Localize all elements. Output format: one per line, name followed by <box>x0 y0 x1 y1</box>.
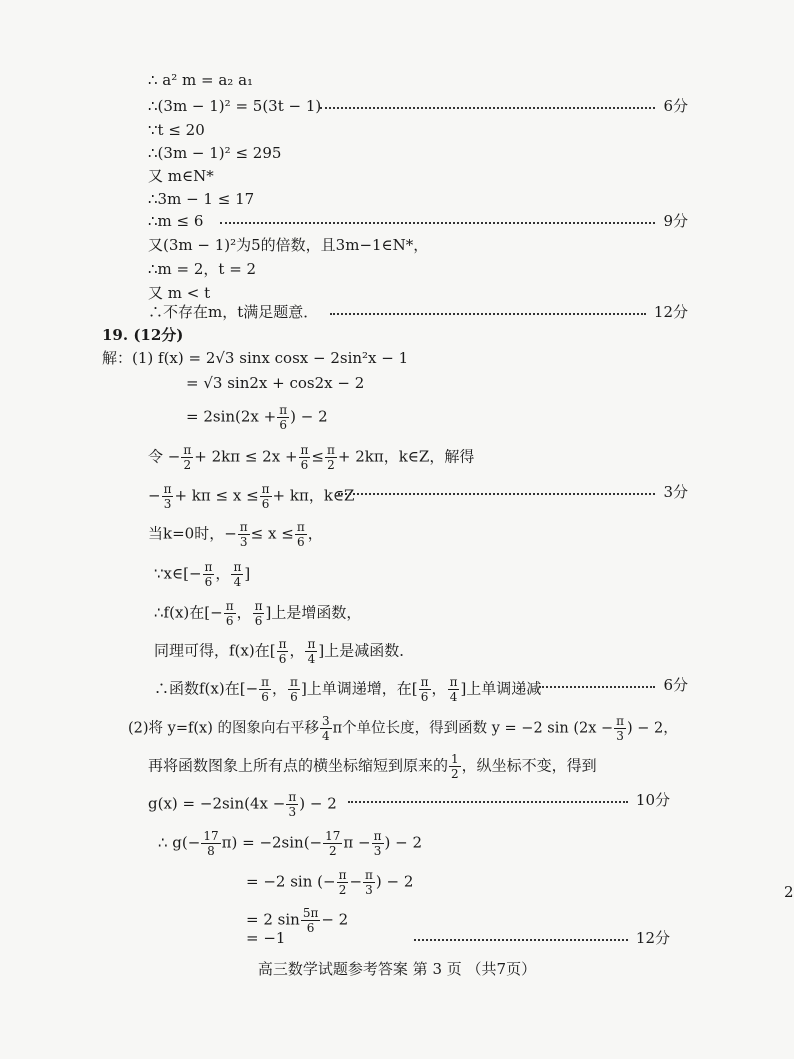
fraction: $\frac{\pi}{3}$ <box>373 829 382 858</box>
solution-line-3: = 2sin(2x + $\frac{\pi}{6}$ ) − 2 <box>186 403 328 432</box>
solution-line-8: ∴f(x)在[− $\frac{\pi}{6}$ ， $\frac{\pi}{6}$ ]上是增函数， <box>154 599 362 628</box>
line-le-295: ∴(3m − 1)² ≤ 295 <box>148 144 282 162</box>
fraction: $\frac{\pi}{4}$ <box>233 560 242 589</box>
line-equation-score6: ∴(3m − 1)² = 5(3t − 1) 6分 <box>148 97 688 115</box>
edge-mark: 2 <box>784 883 794 901</box>
fraction: $\frac{\pi}{6}$ <box>278 637 287 666</box>
leader-line: 3分 <box>338 482 688 502</box>
fraction: $\frac{\pi}{4}$ <box>307 637 316 666</box>
line-le-17: ∴3m − 1 ≤ 17 <box>148 190 255 208</box>
fraction: $\frac{\pi}{2}$ <box>326 443 335 472</box>
fraction: $\frac{\pi}{4}$ <box>449 675 458 704</box>
page-footer: 高三数学试题参考答案 第 3 页 （共7页） <box>257 960 537 978</box>
part2-line-7: = −1 12分 <box>246 929 670 947</box>
fraction: $\frac{\pi}{3}$ <box>163 482 172 511</box>
leader-line: 12分 <box>414 928 670 948</box>
fraction: $\frac{\pi}{6}$ <box>261 482 270 511</box>
line-m-in-n: 又 m∈N* <box>148 167 214 185</box>
solution-line-7: ∵x∈[− $\frac{\pi}{6}$ ， $\frac{\pi}{4}$ ] <box>154 560 251 589</box>
leader-line: 12分 <box>330 302 688 322</box>
line-multiple-of-5: 又(3m − 1)²为5的倍数，且3m−1∈N*， <box>148 236 429 254</box>
fraction: $\frac{\pi}{3}$ <box>616 714 625 743</box>
fraction: $\frac{3}{4}$ <box>321 714 330 743</box>
fraction: $\frac{1}{2}$ <box>451 752 459 781</box>
line-t-le-20: ∵t ≤ 20 <box>148 121 205 139</box>
leader-line: 10分 <box>348 790 670 810</box>
fraction: $\frac{5\pi}{6}$ <box>302 906 319 935</box>
fraction: $\frac{\pi}{2}$ <box>183 443 192 472</box>
fraction: $\frac{17}{8}$ <box>203 829 219 858</box>
solution-line-4: 令 − $\frac{\pi}{2}$ + 2kπ ≤ 2x + $\frac{\pi}{6}$ ≤ $\frac{\pi}{2}$ + 2kπ，k∈Z，解得 <box>148 443 475 472</box>
solution-line-1: 解：(1) f(x) = 2√3 sinx cosx − 2sin²x − 1 <box>102 349 409 367</box>
line-conclusion: ∴不存在m，t满足题意． 12分 <box>148 303 688 321</box>
fraction: $\frac{\pi}{6}$ <box>261 675 270 704</box>
solution-line-10: ∴函数f(x)在[− $\frac{\pi}{6}$ ， $\frac{\pi}{6}$ ]上单调递增，在[ $\frac{\pi}{6}$ ， $\frac{\pi}{4}$ ]上单调递减 6分 <box>154 675 688 704</box>
fraction: $\frac{\pi}{6}$ <box>279 403 288 432</box>
line-am-squared: ∴ a² m = a₂ a₁ <box>148 71 254 89</box>
fraction: $\frac{\pi}{6}$ <box>225 599 234 628</box>
fraction: $\frac{\pi}{6}$ <box>204 560 213 589</box>
fraction: $\frac{\pi}{2}$ <box>338 868 347 897</box>
solution-line-9: 同理可得，f(x)在[ $\frac{\pi}{6}$ ， $\frac{\pi}{4}$ ]上是减函数． <box>154 637 415 666</box>
fraction: $\frac{\pi}{3}$ <box>365 868 373 897</box>
part2-line-2: 再将函数图象上所有点的横坐标缩短到原来的 $\frac{1}{2}$ ，纵坐标不变，得到 <box>148 752 597 781</box>
fraction: $\frac{\pi}{6}$ <box>420 675 429 704</box>
leader-line: 6分 <box>320 96 688 116</box>
fraction: $\frac{\pi}{6}$ <box>296 520 305 549</box>
leader-line: 9分 <box>220 211 688 231</box>
part2-line-1: (2)将 y=f(x) 的图象向右平移 $\frac{3}{4}$ π个单位长度，得到函数 y = −2 sin (2x − $\frac{\pi}{3}$ ) − 2， <box>128 714 678 743</box>
solution-line-5: − $\frac{\pi}{3}$ + kπ ≤ x ≤ $\frac{\pi}{6}$ + kπ，k∈Z 3分 <box>148 482 688 511</box>
fraction: $\frac{\pi}{3}$ <box>288 790 297 819</box>
line-m-le-6: ∴m ≤ 6 9分 <box>148 212 688 230</box>
line-m-lt-t: 又 m < t <box>148 284 211 302</box>
leader-line: 6分 <box>539 675 688 695</box>
line-m2-t2: ∴m = 2，t = 2 <box>148 260 257 278</box>
part2-line-5: = −2 sin (− $\frac{\pi}{2}$ − $\frac{\pi}{3}$ ) − 2 <box>246 868 414 897</box>
part2-line-3: g(x) = −2sin(4x − $\frac{\pi}{3}$ ) − 2 10分 <box>148 790 670 819</box>
fraction: $\frac{\pi}{3}$ <box>239 520 248 549</box>
fraction: $\frac{\pi}{6}$ <box>300 443 309 472</box>
question-19-heading: 19. (12分) <box>102 326 184 344</box>
fraction: $\frac{17}{2}$ <box>325 829 341 858</box>
fraction: $\frac{\pi}{6}$ <box>254 599 263 628</box>
solution-line-2: = √3 sin2x + cos2x − 2 <box>186 374 365 392</box>
solution-line-6: 当k=0时，− $\frac{\pi}{3}$ ≤ x ≤ $\frac{\pi}{6}$ ， <box>148 520 323 549</box>
part2-line-6: = 2 sin $\frac{5\pi}{6}$ − 2 <box>246 906 349 935</box>
part2-line-4: ∴ g(− $\frac{17}{8}$ π) = −2sin(− $\frac{17}{2}$ π − $\frac{\pi}{3}$ ) − 2 <box>158 829 423 858</box>
fraction: $\frac{\pi}{6}$ <box>290 675 298 704</box>
